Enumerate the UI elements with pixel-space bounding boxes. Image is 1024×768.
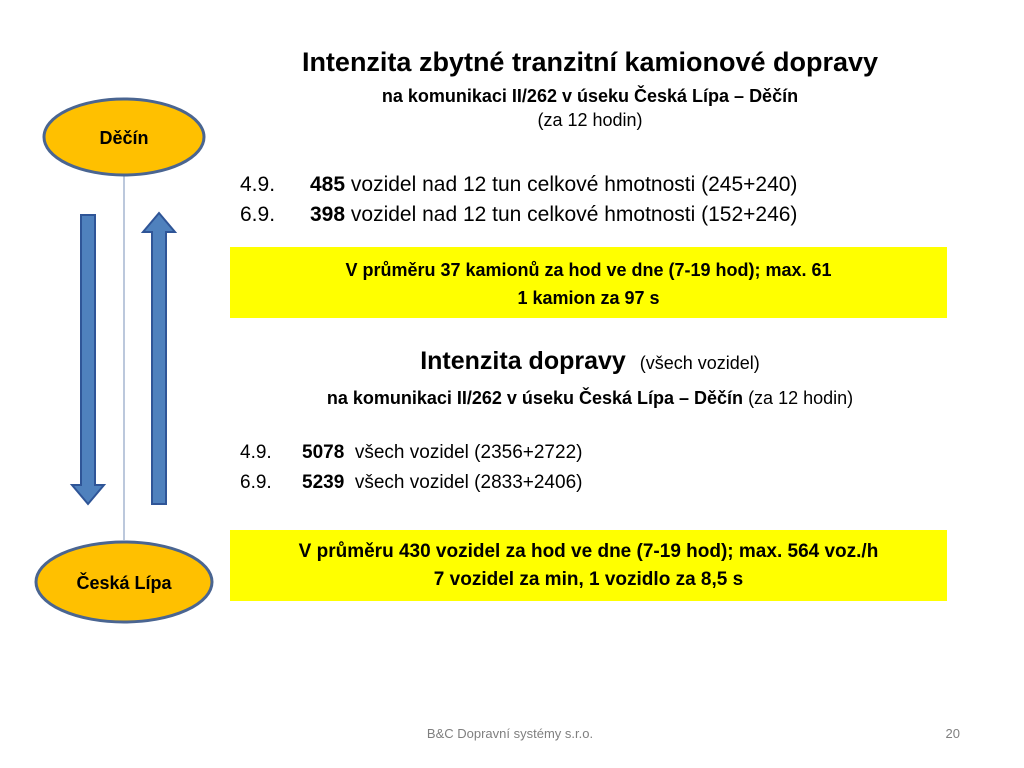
row-date: 4.9.: [240, 173, 276, 196]
city-node-decin: [44, 99, 204, 175]
arrow-up-icon: [143, 213, 175, 504]
city-label-bottom: Česká Lípa: [76, 573, 172, 593]
section-title-note: (všech vozidel): [639, 353, 760, 373]
summary-line: V průměru 37 kamionů za hod ve dne (7-19 hod); max. 61: [345, 260, 832, 280]
summary-line: 7 vozidel za min, 1 vozidlo za 8,5 s: [433, 569, 744, 590]
row-date: 6.9.: [240, 203, 276, 226]
page-number: 20: [945, 726, 960, 741]
row-text: vozidel nad 12 tun celkové hmotnosti (245+240): [350, 173, 798, 196]
page-period: (za 12 hodin): [537, 110, 643, 130]
row-text: vozidel nad 12 tun celkové hmotnosti (152+246): [350, 203, 798, 226]
summary-line: 1 kamion za 97 s: [517, 288, 660, 308]
list-item: [240, 468, 582, 498]
row-count: 485: [310, 173, 346, 196]
list-item: [240, 200, 797, 230]
list-item: [240, 170, 797, 200]
row-date: 6.9.: [240, 472, 272, 493]
page-subtitle: na komunikaci II/262 v úseku Česká Lípa – Děčín: [381, 86, 799, 106]
traffic-summary-box: [230, 530, 947, 601]
page-title: Intenzita zbytné tranzitní kamionové dopravy: [301, 47, 879, 77]
row-date: 4.9.: [240, 442, 272, 463]
truck-list: [240, 170, 797, 230]
row-count: 5239: [302, 472, 345, 493]
row-text: všech vozidel (2356+2722): [354, 442, 583, 463]
footer-company: B&C Dopravní systémy s.r.o.: [426, 726, 594, 741]
row-text: všech vozidel (2833+2406): [354, 472, 583, 493]
traffic-section: [230, 345, 950, 411]
truck-summary-box: [230, 247, 947, 318]
summary-line: V průměru 430 vozidel za hod ve dne (7-19 hod); max. 564 voz./h: [298, 541, 879, 562]
section-period: (za 12 hodin): [748, 388, 854, 408]
row-count: 398: [310, 203, 346, 226]
traffic-list: [240, 438, 582, 498]
title-block: [230, 44, 950, 132]
city-node-ceska-lipa: [36, 542, 212, 622]
list-item: [240, 438, 582, 468]
arrow-down-icon: [72, 215, 104, 504]
city-label-top: Děčín: [99, 128, 149, 148]
section-subtitle: na komunikaci II/262 v úseku Česká Lípa – Děčín: [326, 388, 744, 408]
row-count: 5078: [302, 442, 345, 463]
section-title: Intenzita dopravy: [420, 347, 626, 375]
